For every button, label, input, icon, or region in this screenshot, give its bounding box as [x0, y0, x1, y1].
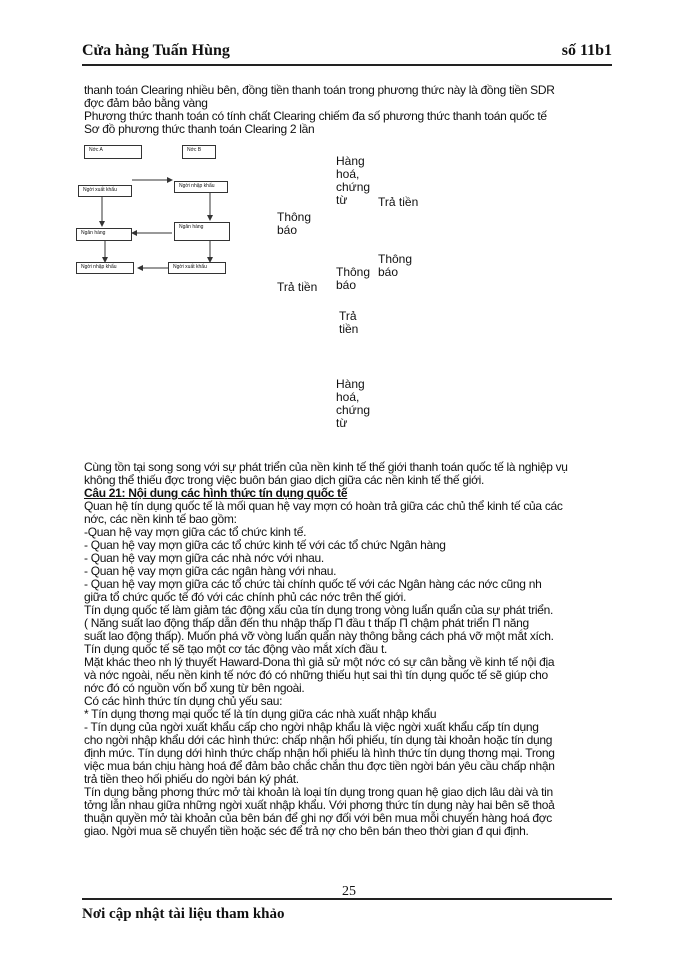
country-a-box: Nớc A: [84, 145, 142, 159]
goods-documents-label: Hàng hoá, chứng từ: [336, 154, 371, 207]
section-title: Câu 21: Nội dung các hình thức tín dụng quốc tế: [84, 486, 348, 500]
text-line: định mức. Tín dụng dới hình thức chấp nhận hối phiếu là hình thức tín dụng thơng mại. Trong: [84, 746, 555, 760]
text-line: * Tín dụng thơng mại quốc tế là tín dụng giữa các nhà xuất nhập khẩu: [84, 707, 437, 721]
notify-label: Thông báo: [336, 265, 371, 292]
page-footer: [82, 884, 612, 924]
document-code: số 11b1: [561, 42, 612, 59]
importer-a-box: Ngời nhập khẩu: [76, 262, 134, 274]
text-line: - Quan hệ vay mợn giữa các tổ chức tài chính quốc tế với các Ngân hàng các nớc cũng nh: [84, 577, 542, 591]
exporter-a-box: Ngời xuất khẩu: [78, 185, 132, 197]
pay-label: Trả tiền: [277, 280, 318, 294]
text-line: Tín dụng quốc tế làm giảm tác động xấu của tín dụng trong vòng luẩn quẩn của sự phát triển.: [84, 603, 554, 617]
page-number: 25: [342, 884, 356, 899]
text-line: - Quan hệ vay mợn giữa các tổ chức kinh tế với các tổ chức Ngân hàng: [84, 538, 446, 552]
text-line: Tín dụng bằng phơng thức mở tài khoản là loại tín dụng trong quan hệ giao dịch lâu dài và tin: [84, 785, 553, 799]
text-line: trả tiền theo hối phiếu do ngời bán ký phát.: [84, 772, 299, 786]
text-line: Phương thức thanh toán có tính chất Clearing chiếm đa số phương thức thanh toán quốc tế: [84, 109, 547, 123]
text-line: - Quan hệ vay mợn giữa các ngân hàng với nhau.: [84, 564, 337, 578]
text-line: Mặt khác theo nh lý thuyết Haward-Dona thì giả sử một nớc có sự cân bằng về kinh tế nội địa: [84, 655, 555, 669]
footer-note: Nơi cập nhật tài liệu tham khảo: [82, 906, 285, 922]
text-line: Có các hình thức tín dụng chủ yếu sau:: [84, 694, 283, 708]
text-line: Cùng tồn tại song song với sự phát triển của nền kinh tế thế giới thanh toán quốc tế là nghiệp vụ: [84, 460, 568, 474]
shop-name: Cửa hàng Tuấn Hùng: [82, 42, 230, 59]
text-line: Tín dụng quốc tế sẽ tạo một cơ tác động vào mắt xích đầu t.: [84, 642, 388, 656]
bank-a-box: Ngân hàng: [76, 228, 132, 241]
text-line: - Quan hệ vay mợn giữa các nhà nớc với nhau.: [84, 551, 324, 565]
text-line: nớc đó có nguồn vốn bổ xung từ bên ngoài.: [84, 681, 305, 695]
intro-text: [84, 84, 624, 136]
text-line: Quan hệ tín dụng quốc tế là mối quan hệ vay mợn có hoàn trả giữa các chủ thể kinh tế của các: [84, 499, 563, 513]
body-text: [84, 461, 624, 838]
importer-b-box: Ngời nhập khẩu: [174, 181, 228, 193]
notify-label: Thông báo: [277, 210, 312, 237]
text-line: giao. Ngời mua sẽ chuyển tiền hoặc séc để trả nợ cho bên bán theo thời gian đ qui định.: [84, 824, 529, 838]
page-header: [82, 38, 612, 66]
notify-label: Thông báo: [378, 252, 413, 279]
text-line: không thể thiếu đợc trong việc buôn bán giao dịch giữa các nền kinh tế thế giới.: [84, 473, 485, 487]
text-line: việc mua bán chịu hàng hoá để đảm bảo chắc chắn thu đợc tiền ngời bán yêu cầu chấp nhận: [84, 759, 555, 773]
goods-documents-label: Hàng hoá, chứng từ: [336, 377, 371, 430]
text-line: ( Năng suất lao động thấp dẫn đến thu nhập thấp Π đầu t thấp Π chậm phát triển Π năng: [84, 616, 529, 630]
text-line: và nớc ngoài, nếu nền kinh tế nớc đó có những thiếu hụt sai thì tín dụng quốc tế sẽ giúp cho: [84, 668, 548, 682]
text-line: suất lao động thấp). Muốn phá vỡ vòng luẩn quẩn này thông bằng cách phá vỡ một mắt xích.: [84, 629, 554, 643]
text-line: thuận quyền mở tài khoản của bên bán để ghi nợ đối với bên mua mỗi chuyến hàng hoá đợc: [84, 811, 553, 825]
text-line: đợc đảm bảo bằng vàng: [84, 96, 208, 110]
pay-label: Trả tiền: [339, 309, 359, 336]
text-line: -Quan hệ vay mợn giữa các tổ chức kinh tế.: [84, 525, 307, 539]
text-line: Sơ đồ phương thức thanh toán Clearing 2 lần: [84, 122, 315, 136]
text-line: giữa tổ chức quốc tế đó với các chính phủ các nớc trên thế giới.: [84, 590, 406, 604]
pay-label: Trả tiền: [378, 195, 419, 209]
text-line: tởng lẫn nhau giữa những ngời xuất nhập khẩu. Với phơng thức tín dụng này hai bên sẽ thoả: [84, 798, 555, 812]
text-line: nớc, các nền kinh tế bao gồm:: [84, 512, 237, 526]
text-line: cho ngời nhập khẩu dới các hình thức: chấp nhận hối phiếu, tín dụng tài khoản hoặc tín dụng: [84, 733, 553, 747]
exporter-b-box: Ngời xuất khẩu: [168, 262, 226, 274]
bank-b-box: Ngân hàng: [174, 222, 230, 241]
country-b-box: Nớc B: [182, 145, 216, 159]
text-line: thanh toán Clearing nhiều bên, đồng tiền thanh toán trong phương thức này là đồng tiền SDR: [84, 83, 555, 97]
text-line: - Tín dụng của ngời xuất khẩu cấp cho ngời nhập khẩu là việc ngời xuất khẩu cấp tín dụng: [84, 720, 539, 734]
